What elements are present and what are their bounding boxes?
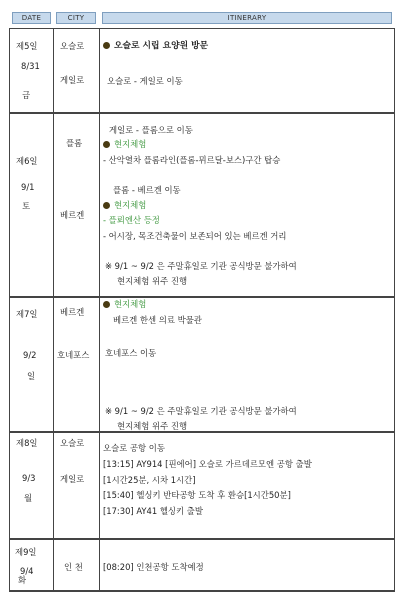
itinerary-line: 호네포스 이동 bbox=[105, 348, 157, 358]
row-city: 베르겐 bbox=[60, 307, 85, 317]
itinerary-line: 게일로 - 플롬으로 이동 bbox=[109, 125, 193, 135]
row-date: 9/4 bbox=[20, 566, 34, 576]
itinerary-line: 베르겐 한센 의료 박물관 bbox=[113, 315, 202, 325]
row-city: 베르겐 bbox=[60, 210, 85, 220]
row-city: 호네포스 bbox=[57, 350, 90, 360]
itinerary-line: 현지체험 bbox=[103, 299, 146, 310]
row-weekday: 월 bbox=[24, 493, 33, 503]
itinerary-table bbox=[9, 10, 395, 592]
row-weekday: 토 bbox=[22, 201, 31, 211]
header-itinerary: ITINERARY bbox=[102, 12, 392, 24]
row-city: 오슬로 bbox=[60, 41, 85, 51]
itinerary-line: - 플뢰엔산 등정 bbox=[103, 215, 160, 225]
row-day: 제6일 bbox=[16, 156, 38, 166]
header-city: CITY bbox=[56, 12, 96, 24]
row-city: 플롬 bbox=[66, 138, 83, 148]
row-city: 오슬로 bbox=[60, 438, 85, 448]
notice-line: ※ 9/1 ~ 9/2 은 주말휴일로 기관 공식방문 불가하여 bbox=[105, 261, 297, 271]
notice-line: ※ 9/1 ~ 9/2 은 주말휴일로 기관 공식방문 불가하여 bbox=[105, 406, 297, 416]
row-date: 9/3 bbox=[22, 473, 36, 483]
itinerary-line: [1시간25분, 시차 1시간] bbox=[103, 475, 196, 485]
itinerary-line: 오슬로 시립 요양원 방문 bbox=[103, 41, 208, 52]
row-divider bbox=[9, 296, 395, 298]
row-day: 제5일 bbox=[16, 41, 38, 51]
row-city: 인 천 bbox=[64, 562, 83, 572]
row-day: 제9일 bbox=[15, 547, 37, 557]
itinerary-line: [13:15] AY914 [핀에어] 오슬로 가르데르모엔 공항 출발 bbox=[103, 459, 312, 469]
row-date: 9/1 bbox=[21, 182, 35, 192]
column-rule bbox=[53, 28, 54, 592]
row-weekday: 일 bbox=[27, 371, 36, 381]
bullet-icon bbox=[103, 202, 110, 209]
column-rule bbox=[9, 28, 10, 592]
itinerary-line: 현지체험 bbox=[103, 139, 146, 150]
header-date: DATE bbox=[12, 12, 51, 24]
row-weekday: 화 bbox=[18, 575, 27, 585]
bullet-icon bbox=[103, 141, 110, 148]
itinerary-line: [15:40] 헬싱키 반타공항 도착 후 환승[1시간50분] bbox=[103, 490, 291, 500]
itinerary-line: 현지체험 bbox=[103, 200, 146, 211]
column-rule bbox=[99, 28, 100, 592]
row-city: 게일로 bbox=[60, 75, 85, 85]
row-date: 9/2 bbox=[23, 350, 37, 360]
notice-line: 현지체험 위주 진행 bbox=[117, 276, 188, 286]
row-divider bbox=[9, 538, 395, 540]
notice-line: 현지체험 위주 진행 bbox=[117, 421, 188, 431]
row-divider bbox=[9, 112, 395, 114]
itinerary-line: 플롬 - 베르겐 이동 bbox=[113, 185, 181, 195]
itinerary-line: [17:30] AY41 헬싱키 출발 bbox=[103, 506, 203, 516]
itinerary-line: [08:20] 인천공항 도착예정 bbox=[103, 562, 204, 572]
row-date: 8/31 bbox=[21, 61, 40, 71]
bullet-icon bbox=[103, 42, 110, 49]
row-day: 제8일 bbox=[16, 438, 38, 448]
row-day: 제7일 bbox=[16, 309, 38, 319]
itinerary-line: 오슬로 공항 이동 bbox=[103, 443, 165, 453]
bullet-icon bbox=[103, 301, 110, 308]
row-weekday: 금 bbox=[22, 90, 31, 100]
row-city: 게일로 bbox=[60, 474, 85, 484]
itinerary-line: 오슬로 - 게일로 이동 bbox=[107, 76, 183, 86]
header-rule bbox=[9, 28, 395, 29]
row-divider bbox=[9, 431, 395, 433]
itinerary-line: - 어시장, 목조건축물이 보존되어 있는 베르겐 거리 bbox=[103, 231, 287, 241]
column-rule bbox=[394, 28, 395, 592]
table-bottom-rule bbox=[9, 590, 395, 592]
itinerary-line: - 산악열차 플롬라인(플롬-뮈르달-보스)구간 탑승 bbox=[103, 155, 281, 165]
